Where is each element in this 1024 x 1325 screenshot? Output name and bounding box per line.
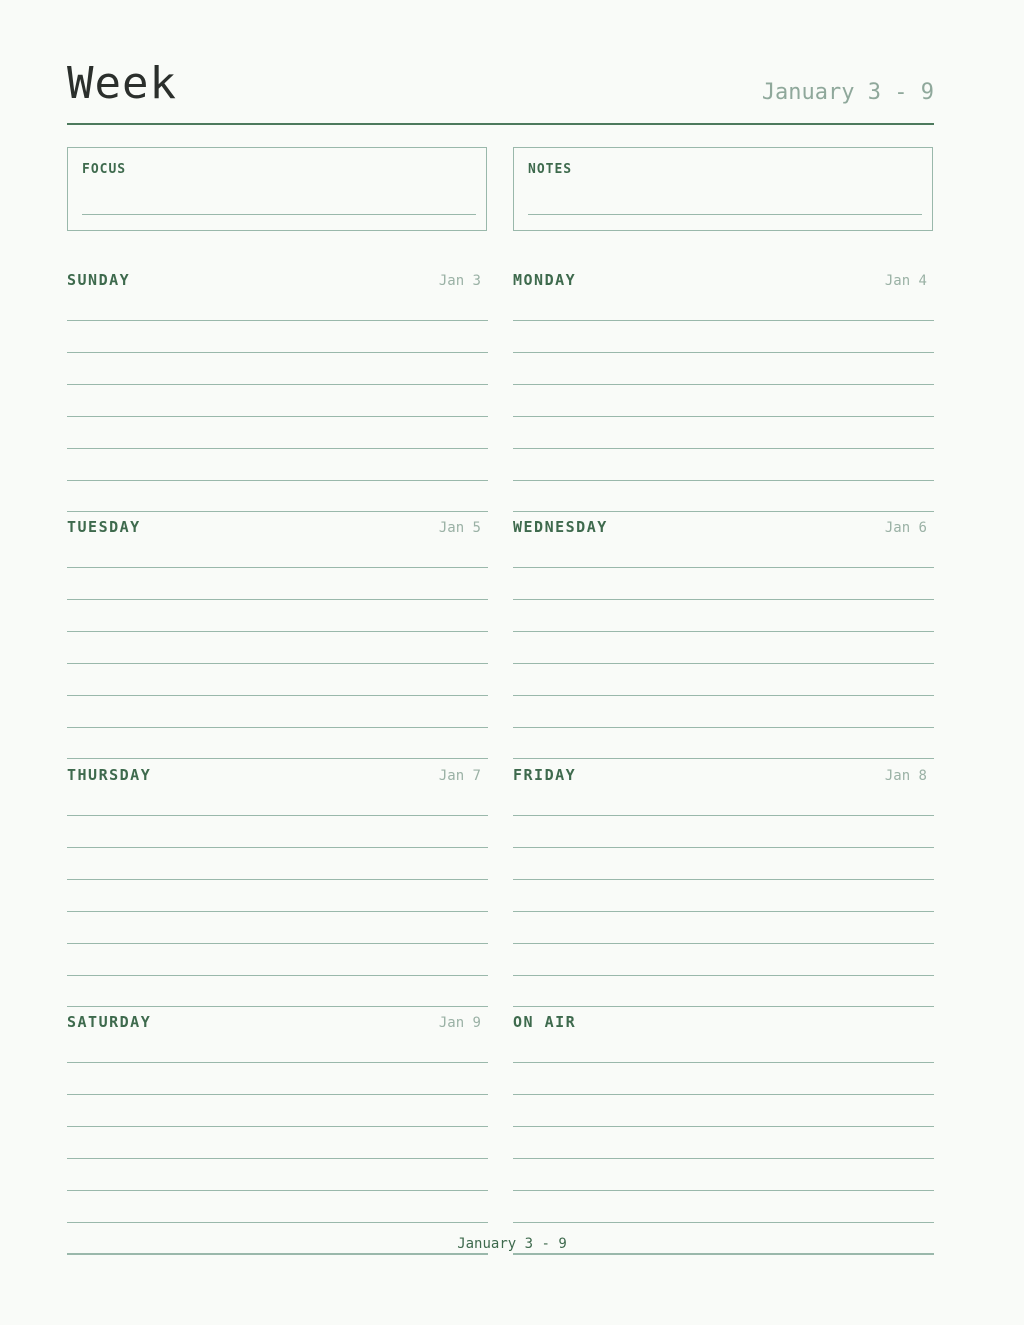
writing-line[interactable] bbox=[513, 631, 934, 632]
writing-line[interactable] bbox=[67, 1158, 488, 1159]
writing-line[interactable] bbox=[513, 815, 934, 816]
day-monday[interactable] bbox=[513, 263, 934, 510]
writing-line[interactable] bbox=[513, 448, 934, 449]
day-thursday[interactable] bbox=[67, 758, 488, 1005]
writing-line[interactable] bbox=[67, 695, 488, 696]
writing-line[interactable] bbox=[513, 1222, 934, 1223]
day-date: Jan 8 bbox=[884, 768, 927, 784]
writing-line[interactable] bbox=[67, 1222, 488, 1223]
writing-line[interactable] bbox=[513, 695, 934, 696]
header-rule bbox=[67, 123, 934, 125]
writing-line[interactable] bbox=[513, 975, 934, 976]
writing-line[interactable] bbox=[513, 416, 934, 417]
writing-line[interactable] bbox=[513, 1126, 934, 1127]
writing-line[interactable] bbox=[513, 847, 934, 848]
writing-line[interactable] bbox=[67, 567, 488, 568]
writing-line[interactable] bbox=[513, 1094, 934, 1095]
writing-line[interactable] bbox=[513, 943, 934, 944]
writing-line[interactable] bbox=[513, 320, 934, 321]
day-date: Jan 9 bbox=[438, 1015, 481, 1031]
writing-line[interactable] bbox=[67, 599, 488, 600]
writing-line[interactable] bbox=[67, 815, 488, 816]
day-on-air[interactable] bbox=[513, 1005, 934, 1252]
writing-line[interactable] bbox=[67, 384, 488, 385]
page-title: Week bbox=[67, 58, 177, 109]
writing-line[interactable] bbox=[513, 480, 934, 481]
writing-line[interactable] bbox=[67, 879, 488, 880]
writing-line[interactable] bbox=[513, 727, 934, 728]
writing-line[interactable] bbox=[513, 1158, 934, 1159]
day-name: WEDNESDAY bbox=[513, 518, 608, 536]
writing-line[interactable] bbox=[513, 567, 934, 568]
footer-line-right bbox=[513, 1254, 934, 1255]
writing-line[interactable] bbox=[513, 1062, 934, 1063]
writing-line[interactable] bbox=[67, 911, 488, 912]
writing-line[interactable] bbox=[67, 1190, 488, 1191]
writing-line[interactable] bbox=[67, 416, 488, 417]
writing-line[interactable] bbox=[67, 320, 488, 321]
footer-line-left bbox=[67, 1254, 488, 1255]
writing-line[interactable] bbox=[67, 631, 488, 632]
day-date: Jan 4 bbox=[884, 273, 927, 289]
date-range: January 3 - 9 bbox=[761, 80, 934, 105]
focus-line bbox=[82, 214, 476, 215]
day-date: Jan 3 bbox=[438, 273, 481, 289]
writing-line[interactable] bbox=[67, 480, 488, 481]
focus-label: FOCUS bbox=[82, 162, 127, 177]
writing-line[interactable] bbox=[67, 847, 488, 848]
day-tuesday[interactable] bbox=[67, 510, 488, 757]
writing-line[interactable] bbox=[67, 727, 488, 728]
day-name: MONDAY bbox=[513, 271, 577, 289]
writing-line[interactable] bbox=[513, 352, 934, 353]
day-saturday[interactable] bbox=[67, 1005, 488, 1252]
writing-line[interactable] bbox=[513, 663, 934, 664]
writing-line[interactable] bbox=[67, 352, 488, 353]
writing-line[interactable] bbox=[67, 975, 488, 976]
day-date: Jan 5 bbox=[438, 520, 481, 536]
writing-line[interactable] bbox=[67, 448, 488, 449]
day-name: SUNDAY bbox=[67, 271, 131, 289]
writing-line[interactable] bbox=[67, 943, 488, 944]
notes-line bbox=[528, 214, 922, 215]
notes-label: NOTES bbox=[528, 162, 573, 177]
day-name: SATURDAY bbox=[67, 1013, 152, 1031]
writing-line[interactable] bbox=[513, 599, 934, 600]
writing-line[interactable] bbox=[67, 1094, 488, 1095]
day-date: Jan 6 bbox=[884, 520, 927, 536]
writing-line[interactable] bbox=[513, 384, 934, 385]
writing-line[interactable] bbox=[67, 663, 488, 664]
writing-line[interactable] bbox=[513, 1190, 934, 1191]
writing-line[interactable] bbox=[513, 879, 934, 880]
focus-box[interactable] bbox=[67, 147, 487, 231]
notes-box[interactable] bbox=[513, 147, 933, 231]
day-wednesday[interactable] bbox=[513, 510, 934, 757]
day-date: Jan 7 bbox=[438, 768, 481, 784]
day-name: FRIDAY bbox=[513, 766, 577, 784]
day-name: THURSDAY bbox=[67, 766, 152, 784]
day-name: ON AIR bbox=[513, 1013, 577, 1031]
writing-line[interactable] bbox=[513, 911, 934, 912]
writing-line[interactable] bbox=[67, 1126, 488, 1127]
writing-line[interactable] bbox=[67, 1062, 488, 1063]
day-friday[interactable] bbox=[513, 758, 934, 1005]
day-name: TUESDAY bbox=[67, 518, 141, 536]
day-sunday[interactable] bbox=[67, 263, 488, 510]
footer-date-range: January 3 - 9 bbox=[457, 1236, 567, 1252]
